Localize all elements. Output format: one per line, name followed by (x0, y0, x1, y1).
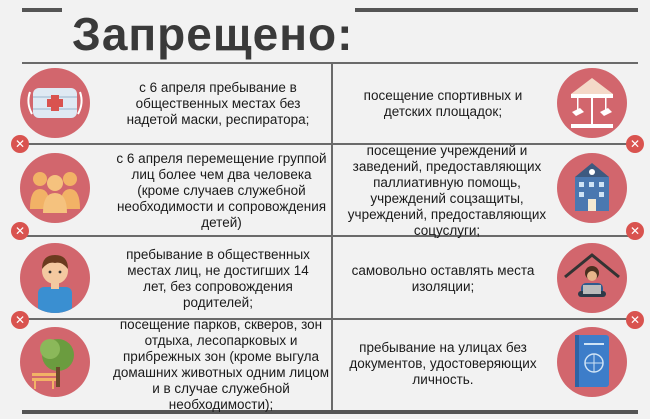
mask-icon (20, 68, 90, 138)
rule-text: пребывание на улицах без документов, удостоверяющих личность. (349, 340, 537, 387)
rule-text-right (338, 68, 548, 140)
prohibited-x-icon: ✕ (626, 311, 644, 329)
park-tree-icon (20, 327, 90, 397)
rule-text: посещение спортивных и детских площадок; (363, 88, 523, 119)
rule-text: с 6 апреля перемещение группой лиц более чем два человека (кроме случаев служебной необходимости и сопровождения детей) (116, 151, 327, 230)
top-rule-left (22, 8, 62, 12)
prohibited-x-icon: ✕ (11, 135, 29, 153)
rule-text: посещение учреждений и заведений, предоставляющих паллиативную помощь, учреждений соцзащиты, учреждений, предоставляющих соцуслуги; (347, 143, 547, 238)
child-icon (20, 243, 90, 313)
page-title: Запрещено: (72, 8, 354, 60)
rule-text-left (118, 68, 318, 140)
prohibited-x-icon: ✕ (11, 311, 29, 329)
rule-text: с 6 апреля пребывание в общественных местах без надетой маски, респиратора; (126, 80, 310, 127)
rule-text-left (118, 243, 318, 315)
rule-text: пребывание в общественных местах лиц, не достигших 14 лет, без сопровождения родителей; (126, 247, 310, 310)
passport-icon (557, 327, 627, 397)
isolation-person-icon (557, 243, 627, 313)
top-rule-right (355, 8, 638, 12)
row-divider (22, 62, 638, 64)
rule-text-left (112, 317, 330, 412)
prohibited-x-icon: ✕ (626, 135, 644, 153)
institution-building-icon (557, 153, 627, 223)
column-divider (331, 62, 333, 410)
group-of-people-icon (20, 153, 90, 223)
prohibited-x-icon: ✕ (626, 222, 644, 240)
rule-text: посещение парков, скверов, зон отдыха, лесопарковых и прибрежных зон (кроме выгула домашних животных одним лицом и в случае служебной необходимости); (112, 317, 330, 412)
carousel-icon (557, 68, 627, 138)
rule-text: самовольно оставлять места изоляции; (351, 263, 535, 294)
prohibited-x-icon: ✕ (11, 222, 29, 240)
rule-text-right (336, 143, 558, 238)
rule-text-left (114, 150, 329, 232)
rule-text-right (343, 243, 543, 315)
rule-text-right (343, 328, 543, 400)
